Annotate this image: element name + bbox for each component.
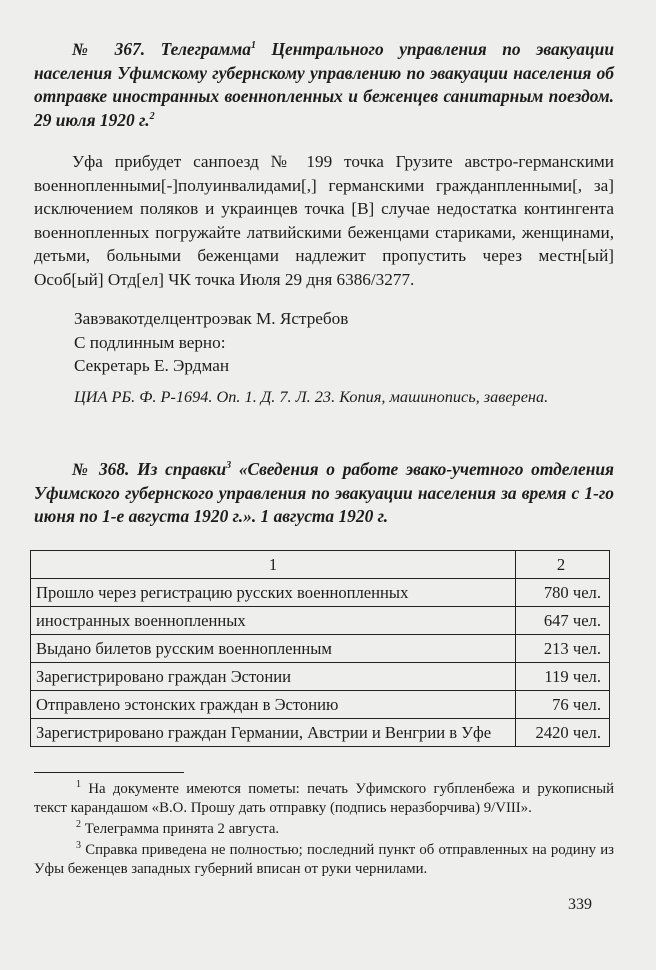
footnote: $^3$ Справка приведена не полностью; последний пункт об отправленных на родину из Уфы беженцев западных губерний вписан от руки чернилами. bbox=[34, 840, 614, 877]
table-row bbox=[31, 635, 610, 663]
doc-367-body: Уфа прибудет санпоезд № 199 точка Грузите австро-германскими военнопленными[-]полуинвалидами[,] германскими гражданпленными[, за] исключением поляков и украинцев точка [В] случае недостатка контингента военнопленных погружайте латвийскими беженцами стариками, женщинами, детьми, больными беженцами надлежит пропустить через местн[ый] Особ[ый] Отд[ел] ЧК точка Июля 29 дня 6386/3277. bbox=[34, 152, 614, 289]
row-value: 213 чел. bbox=[516, 635, 610, 663]
row-label: Прошло через регистрацию русских военнопленных bbox=[31, 579, 516, 607]
doc-367-source: ЦИА РБ. Ф. Р-1694. Оп. 1. Д. 7. Л. 23. Копия, машинопись, заверена. bbox=[74, 387, 549, 406]
row-label: Отправлено эстонских граждан в Эстонию bbox=[31, 691, 516, 719]
row-value: 780 чел. bbox=[516, 579, 610, 607]
footnote: $^2$ Телеграмма принята 2 августа. bbox=[76, 819, 280, 837]
row-value: 647 чел. bbox=[516, 607, 610, 635]
page-number: 339 bbox=[568, 896, 592, 913]
row-value: 119 чел. bbox=[516, 663, 610, 691]
signature-line-3: Секретарь Е. Эрдман bbox=[74, 356, 230, 376]
table-row bbox=[31, 663, 610, 691]
row-label: Выдано билетов русским военнопленным bbox=[31, 635, 516, 663]
doc-367-heading: № 367. Телеграмма$^1$ Центрального управления по эвакуации населения Уфимскому губернскому управлению по эвакуации населения об отправке иностранных военнопленных и беженцев санитарным поездом. 29 июля 1920 г.$^2$ bbox=[34, 39, 614, 130]
table-header-cell: 2 bbox=[516, 551, 610, 579]
row-label: иностранных военнопленных bbox=[31, 607, 516, 635]
table-header-row bbox=[31, 551, 610, 579]
table-row bbox=[31, 579, 610, 607]
signature-line-1: Завэвакотделцентроэвак М. Ястребов bbox=[74, 309, 349, 328]
footnotes bbox=[34, 780, 614, 881]
footnote: $^1$ На документе имеются пометы: печать Уфимского губпленбежа и рукописный текст карандашом «В.О. Прошу дать отправку (подпись неразборчива) 9/VIII». bbox=[34, 779, 614, 816]
row-value: 2420 чел. bbox=[516, 719, 610, 747]
row-label: Зарегистрировано граждан Эстонии bbox=[31, 663, 516, 691]
row-value: 76 чел. bbox=[516, 691, 610, 719]
table-header-cell: 1 bbox=[31, 551, 516, 579]
signature-line-2: С подлинным верно: bbox=[74, 332, 226, 352]
doc-368-heading: № 368. Из справки$^3$ «Сведения о работе эвако-учетного отделения Уфимского губернского управления по эвакуации населения за время с 1-го июня по 1-е августа 1920 г.». 1 августа 1920 г. bbox=[34, 459, 614, 527]
footnote-divider bbox=[34, 772, 184, 773]
row-label: Зарегистрировано граждан Германии, Австрии и Венгрии в Уфе bbox=[31, 719, 516, 747]
table-row bbox=[31, 691, 610, 719]
table-row bbox=[31, 719, 610, 747]
doc-367-signature bbox=[34, 307, 654, 378]
table-row bbox=[31, 607, 610, 635]
statistics-table bbox=[30, 550, 610, 747]
